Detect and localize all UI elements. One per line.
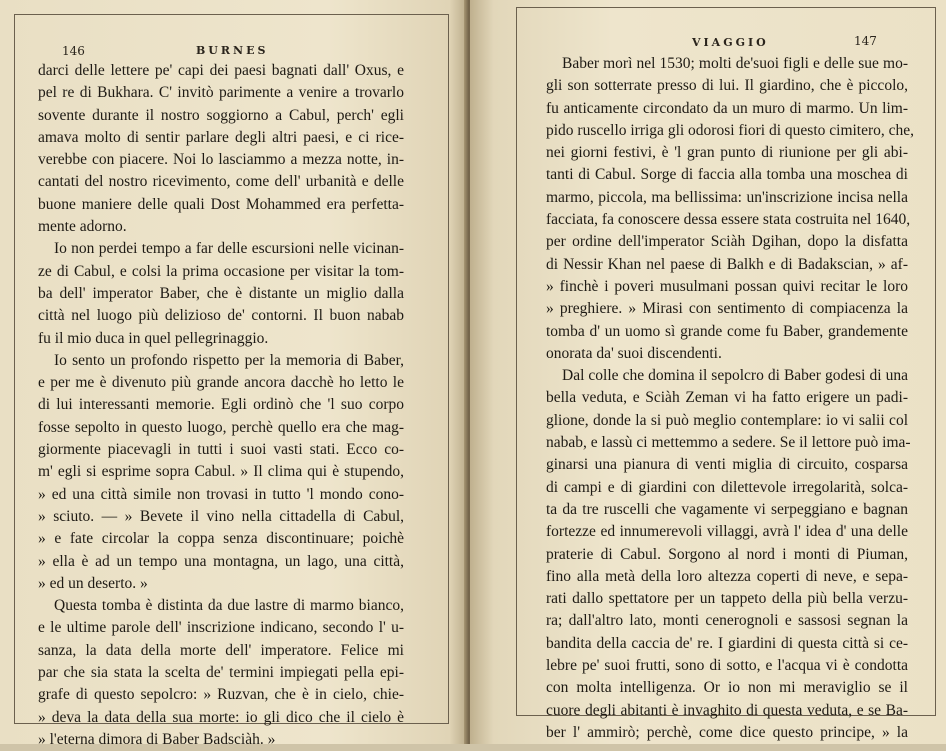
text-line: città nel luogo più delizioso de' contorni. Il buon nabab [38,307,404,325]
text-line: Io non perdei tempo a far delle escursioni nelle vicinan- [54,240,404,258]
text-line: sanza, la data della morte dell' imperatore. Felice mi [38,641,404,659]
text-line: » finchè i poveri musulmani possan quivi recitar le loro [546,277,908,295]
text-line: » preghiere. » Mirasi con sentimento di compiacenza la [546,300,908,318]
text-line: e per me è divenuto più grande ancora dacchè ho letto le [38,374,404,392]
text-line: Baber morì nel 1530; molti de'suoi figli e delle sue mo- [562,55,908,72]
text-line: » ella è ad un tempo una montagna, un lago, una città, [38,552,404,570]
text-line: darci delle lettere pe' capi dei paesi bagnati dall' Oxus, e [38,62,404,79]
text-line: tomba d' un uomo sì grande come fu Baber, grandemente [546,322,908,340]
text-line: grafe di questo sepolcro: » Ruzvan, che è in cielo, chie- [38,686,404,704]
text-line: nei giorni festivi, è 'l gran punto di riunione per gli abi- [546,144,908,162]
text-line: ginarsi una pianura di venti miglia di circuito, cosparsa [546,456,908,474]
text-line: mente adorno. [38,218,127,236]
text-line: » l'eterna dimora di Baber Badsciàh. » [38,730,276,748]
left-page-body [38,60,404,751]
text-line: tanti di Cabul. Sorge di faccia alla tomba una moschea di [546,166,908,184]
text-line: buone maniere delle quali Dost Mohammed era perfetta- [38,195,404,213]
text-line: fu il mio duca in quel pellegrinaggio. [38,329,269,347]
left-page-number: 146 [62,44,85,58]
text-line: e le ultime parole dell' inscrizione indicano, secondo l' u- [38,619,404,637]
right-page-number: 147 [854,34,877,48]
right-running-head: VIAGGIO [692,36,769,49]
text-line: fortezze ed innumerevoli villaggi, avrà l' idea d' una delle [546,523,908,541]
text-line: lebre pe' suoi frutti, sono di sotto, e l'acqua vi è condotta [546,657,908,675]
text-line: » deva la data della sua morte: io gli dico che il cielo è [38,708,404,726]
text-line: Dal colle che domina il sepolcro di Baber godesi di una [562,367,908,385]
right-page [470,0,946,744]
text-line: » e fate circolar la coppa senza discontinuare; poichè [38,530,404,548]
text-line: fu anticamente circondato da un muro di marmo. Un lim- [546,99,908,117]
text-line: ze di Cabul, e colsi la prima occasione per visitar la tom- [38,262,404,280]
text-line: di campi e di giardini con dilettevole irregolarità, solca- [546,478,908,496]
text-line: ber l' ammirò; perchè, come dice questo principe, » la [546,723,908,741]
text-line: Io sento un profondo rispetto per la memoria di Baber, [54,351,404,369]
text-line: m' egli si esprime sopra Cabul. » Il clima qui è stupendo, [38,463,404,481]
text-line: facciata, fa conoscere dessa essere stata costruita nel 1640, [546,211,911,229]
text-line: ra; dall'altro lato, monti cenerognoli e sassosi segnan la [546,612,908,630]
text-line: per ordine dell'imperator Sciàh Dgihan, dopo la disfatta [546,233,908,251]
text-line: nabab, e lassù ci mettemmo a sedere. Se il lettore può ima- [546,434,911,452]
text-line: pido ruscello irriga gli odorosi fiori di questo cimitero, che, [546,121,915,139]
text-line: pel re di Bukhara. C' invitò parimente a venire a trovarlo [38,84,404,102]
left-page [0,0,468,748]
right-page-body [546,53,915,744]
text-line: ta da tre ruscelli che vagamente vi serpeggiano e bagnan [546,500,908,518]
text-line: » sciuto. — » Bevete il vino nella cittadella di Cabul, [38,507,404,525]
text-line: di Nessir Khan nel paese di Balkh e di Badakscian, » af- [546,255,908,273]
text-line: » ed una città simile non trovasi in tutto 'l mondo cono- [38,485,404,503]
text-line: » ed un deserto. » [38,574,148,592]
text-line: amava molto di sentir parlare degli altri paesi, e ci rice- [38,128,404,146]
text-line: praterie di Cabul. Sorgono al nord i monti di Piuman, [546,545,908,563]
text-line: bandita della caccia de' re. I giardini di questa città si ce- [546,634,908,652]
left-running-head: BURNES [196,44,269,57]
text-line: Questa tomba è distinta da due lastre di marmo bianco, [54,597,404,615]
text-line: fosse sepolto in questo luogo, perchè quello era che mag- [38,418,404,436]
text-line: sovente durante il nostro soggiorno a Cabul, perch' egli [38,106,404,124]
text-line: rati dallo spettatore per un tappeto della più bella verzu- [546,590,908,608]
text-line: fino alla metà della loro altezza coperti di neve, e sepa- [546,567,908,585]
text-line: onorata da' suoi discendenti. [546,344,722,362]
text-line: cuore degli abitanti è invaghito di questa veduta, e se Ba- [546,701,908,719]
text-line: marmo, piccola, ma bellissima: un'inscrizione incisa nella [546,188,908,206]
text-line: gli son sotterrate presso di lui. Il giardino, che è piccolo, [546,77,908,95]
text-line: bella veduta, e Sciàh Zeman vi ha fatto erigere un padi- [546,389,908,407]
text-line: glione, donde la si può meglio contemplare: io vi salii col [546,411,908,429]
text-line: giormente piacevagli in tutti i suoi vasti stati. Ecco co- [38,441,404,459]
text-line: par che sia stata la scelta de' termini impiegati pella epi- [38,664,404,682]
text-line: cantati del nostro ricevimento, come dell' urbanità e delle [38,173,404,191]
text-line: ba dell' imperator Baber, che è distante un miglio dalla [38,284,404,302]
text-line: di lui interessanti memorie. Egli ordinò che 'l suo corpo [38,396,404,414]
text-line: con molta intelligenza. Or io non mi meraviglio se il [546,679,908,697]
text-line: verebbe con piacere. Noi lo lasciammo a mezza notte, in- [38,151,404,169]
